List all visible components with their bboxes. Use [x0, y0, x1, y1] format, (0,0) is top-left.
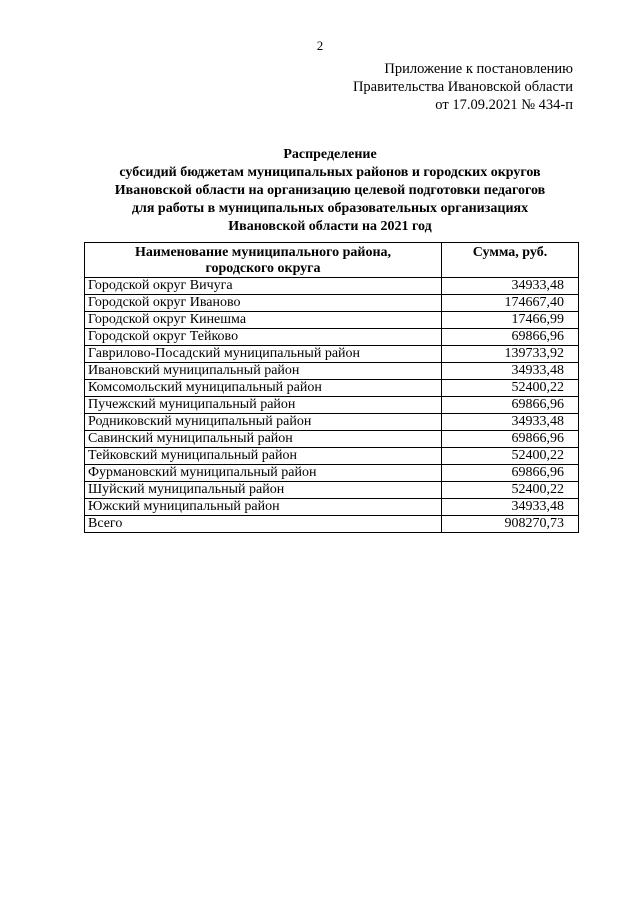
title-line: Распределение	[283, 147, 377, 162]
row-sum: 174667,40	[442, 295, 579, 312]
subsidy-distribution-table	[84, 242, 579, 533]
row-sum: 69866,96	[442, 431, 579, 448]
table-row	[85, 278, 579, 295]
title-line: Ивановской области на организацию целевой подготовки педагогов	[114, 183, 546, 198]
header-name-line: городского округа	[205, 261, 321, 276]
row-name: Фурмановский муниципальный район	[85, 465, 442, 482]
table-header-row	[85, 243, 579, 278]
row-sum: 52400,22	[442, 380, 579, 397]
appendix-line: от 17.09.2021 № 434-п	[435, 97, 573, 113]
row-name: Ивановский муниципальный район	[85, 363, 442, 380]
table-row	[85, 312, 579, 329]
table-row	[85, 414, 579, 431]
header-name-column	[85, 243, 442, 278]
row-name: Родниковский муниципальный район	[85, 414, 442, 431]
row-sum: 139733,92	[442, 346, 579, 363]
row-sum: 69866,96	[442, 329, 579, 346]
row-name: Городской округ Иваново	[85, 295, 442, 312]
row-sum: 69866,96	[442, 465, 579, 482]
table-body	[85, 278, 579, 516]
table-row	[85, 380, 579, 397]
title-line: Ивановской области на 2021 год	[228, 219, 432, 234]
document-title	[80, 146, 580, 236]
total-sum: 908270,73	[442, 516, 579, 533]
total-row	[85, 516, 579, 533]
row-sum: 34933,48	[442, 499, 579, 516]
row-sum: 34933,48	[442, 363, 579, 380]
total-label: Всего	[85, 516, 442, 533]
table-row	[85, 448, 579, 465]
table-row	[85, 499, 579, 516]
row-name: Савинский муниципальный район	[85, 431, 442, 448]
row-name: Комсомольский муниципальный район	[85, 380, 442, 397]
appendix-note	[353, 60, 573, 114]
row-sum: 69866,96	[442, 397, 579, 414]
row-name: Тейковский муниципальный район	[85, 448, 442, 465]
header-name-line: Наименование муниципального района,	[134, 245, 392, 260]
row-sum: 52400,22	[442, 482, 579, 499]
table-row	[85, 465, 579, 482]
row-name: Гаврилово-Посадский муниципальный район	[85, 346, 442, 363]
row-sum: 17466,99	[442, 312, 579, 329]
title-line: для работы в муниципальных образовательных организациях	[131, 201, 529, 216]
title-line: субсидий бюджетам муниципальных районов и городских округов	[119, 165, 541, 180]
table-row	[85, 363, 579, 380]
page-number: 2	[316, 38, 324, 53]
table-row	[85, 397, 579, 414]
row-name: Городской округ Тейково	[85, 329, 442, 346]
table-row	[85, 346, 579, 363]
table-row	[85, 329, 579, 346]
row-sum: 52400,22	[442, 448, 579, 465]
table-row	[85, 431, 579, 448]
table-row	[85, 295, 579, 312]
row-name: Южский муниципальный район	[85, 499, 442, 516]
header-sum-column: Сумма, руб.	[442, 243, 579, 278]
table-row	[85, 482, 579, 499]
row-name: Пучежский муниципальный район	[85, 397, 442, 414]
row-sum: 34933,48	[442, 278, 579, 295]
row-name: Городской округ Кинешма	[85, 312, 442, 329]
appendix-line: Правительства Ивановской области	[352, 79, 573, 95]
row-sum: 34933,48	[442, 414, 579, 431]
row-name: Шуйский муниципальный район	[85, 482, 442, 499]
row-name: Городской округ Вичуга	[85, 278, 442, 295]
appendix-line: Приложение к постановлению	[384, 61, 573, 77]
